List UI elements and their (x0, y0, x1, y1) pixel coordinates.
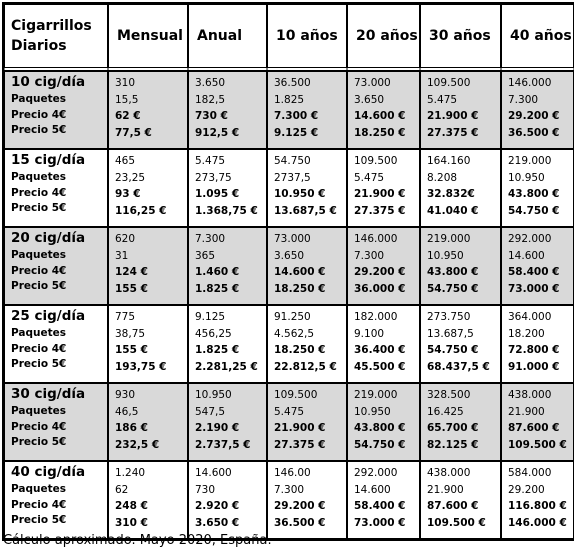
packs-value: 547,5 (195, 405, 226, 418)
column-header-40-anos: 40 años (501, 4, 574, 71)
cigarettes-value: 7.300 (195, 233, 226, 245)
row-sublabel-price5: Precio 5€ (11, 436, 67, 448)
price-5-value: 68.437,5 € (427, 360, 490, 373)
row-sublabel-price5: Precio 5€ (11, 280, 67, 292)
price-5-value: 36.000 € (354, 282, 406, 295)
price-4-value: 72.800 € (508, 344, 560, 356)
table-row (4, 383, 574, 461)
row-sublabel-packs: Paquetes (11, 405, 67, 417)
row-title: 10 cig/día (11, 74, 86, 90)
packs-value: 14.600 (354, 483, 391, 496)
packs-value: 10.950 (354, 405, 391, 418)
data-cell (347, 227, 420, 305)
row-sublabel-price5: Precio 5€ (11, 358, 67, 370)
data-cell (267, 305, 347, 383)
corner-header (4, 4, 108, 71)
price-5-value: 36.500 € (508, 126, 560, 139)
cigarettes-value: 620 (115, 233, 136, 245)
row-title: 20 cig/día (11, 230, 86, 246)
price-5-value: 912,5 € (195, 126, 240, 139)
cigarettes-value: 73.000 (274, 233, 311, 245)
cigarettes-value: 328.500 (427, 389, 471, 401)
data-cell (108, 461, 188, 539)
price-5-value: 82.125 € (427, 438, 479, 451)
data-cell (108, 149, 188, 227)
price-4-value: 124 € (115, 266, 148, 278)
row-header (4, 305, 108, 383)
cigarettes-value: 109.500 (274, 389, 318, 401)
data-cell (267, 227, 347, 305)
price-5-value: 27.375 € (274, 438, 326, 451)
packs-value: 18.200 (508, 327, 545, 340)
column-header-30-anos: 30 años (420, 4, 501, 71)
cigarettes-value: 182.000 (354, 311, 398, 323)
price-5-value: 232,5 € (115, 438, 160, 451)
cigarettes-value: 364.000 (508, 311, 552, 323)
row-title: 40 cig/día (11, 464, 86, 480)
packs-value: 13.687,5 (427, 327, 474, 340)
cigarettes-value: 146.00 (274, 467, 311, 479)
data-cell (347, 383, 420, 461)
price-4-value: 93 € (115, 188, 141, 200)
cigarettes-value: 9.125 (195, 311, 226, 323)
row-header (4, 227, 108, 305)
data-cell (420, 383, 501, 461)
data-cell (188, 383, 267, 461)
price-4-value: 29.200 € (354, 266, 406, 278)
cigarettes-value: 292.000 (354, 467, 398, 479)
price-4-value: 10.950 € (274, 188, 326, 200)
packs-value: 21.900 (508, 405, 545, 418)
price-5-value: 45.500 € (354, 360, 406, 373)
cigarettes-value: 310 (115, 77, 136, 89)
data-cell (347, 149, 420, 227)
cigarettes-value: 219.000 (508, 155, 552, 167)
data-cell (501, 149, 574, 227)
packs-value: 5.475 (274, 405, 305, 418)
price-5-value: 18.250 € (274, 282, 326, 295)
packs-value: 7.300 (508, 93, 539, 106)
row-sublabel-price4: Precio 4€ (11, 108, 67, 121)
table-row (4, 305, 574, 383)
price-4-value: 43.800 € (508, 188, 560, 200)
data-cell (501, 305, 574, 383)
price-5-value: 36.500 € (274, 516, 326, 529)
data-cell (420, 305, 501, 383)
corner-header-line1: Cigarrillos (11, 18, 92, 34)
packs-value: 2737,5 (274, 171, 311, 184)
price-4-value: 248 € (115, 500, 148, 512)
packs-value: 365 (195, 249, 216, 262)
data-cell (420, 71, 501, 149)
packs-value: 8.208 (427, 171, 458, 184)
packs-value: 182,5 (195, 93, 226, 106)
data-cell (501, 71, 574, 149)
price-4-value: 54.750 € (427, 344, 479, 356)
data-cell (267, 461, 347, 539)
price-5-value: 54.750 € (427, 282, 479, 295)
row-header (4, 383, 108, 461)
data-cell (267, 71, 347, 149)
row-header (4, 149, 108, 227)
price-5-value: 155 € (115, 282, 148, 295)
packs-value: 31 (115, 249, 129, 262)
cigarettes-value: 219.000 (354, 389, 398, 401)
packs-value: 29.200 (508, 483, 545, 496)
price-4-value: 87.600 € (427, 500, 479, 512)
cigarettes-value: 3.650 (195, 77, 226, 89)
row-sublabel-packs: Paquetes (11, 483, 67, 495)
cigarettes-value: 438.000 (427, 467, 471, 479)
price-5-value: 22.812,5 € (274, 360, 337, 373)
price-5-value: 116,25 € (115, 204, 167, 217)
row-title: 15 cig/día (11, 152, 86, 168)
price-4-value: 116.800 € (508, 500, 567, 512)
cigarettes-value: 164.160 (427, 155, 471, 167)
price-4-value: 7.300 € (274, 110, 319, 122)
price-5-value: 18.250 € (354, 126, 406, 139)
packs-value: 10.950 (508, 171, 545, 184)
corner-header-line2: Diarios (11, 38, 67, 54)
data-cell (108, 305, 188, 383)
row-sublabel-price5: Precio 5€ (11, 514, 67, 526)
row-sublabel-packs: Paquetes (11, 327, 67, 339)
price-5-value: 2.737,5 € (195, 438, 251, 451)
row-sublabel-price4: Precio 4€ (11, 264, 67, 277)
table-row (4, 461, 574, 539)
packs-value: 3.650 (354, 93, 385, 106)
row-sublabel-packs: Paquetes (11, 93, 67, 105)
price-4-value: 1.825 € (195, 344, 240, 356)
cigarettes-value: 1.240 (115, 467, 146, 479)
cigarettes-value: 465 (115, 155, 136, 167)
cigarette-cost-table (2, 2, 574, 541)
cigarettes-value: 5.475 (195, 155, 226, 167)
cigarettes-value: 14.600 (195, 467, 232, 479)
price-5-value: 109.500 € (508, 438, 567, 451)
header-row (4, 4, 574, 71)
cigarettes-value: 219.000 (427, 233, 471, 245)
data-cell (420, 461, 501, 539)
cigarettes-value: 146.000 (354, 233, 398, 245)
cigarettes-value: 54.750 (274, 155, 311, 167)
cigarettes-value: 930 (115, 389, 136, 401)
price-4-value: 87.600 € (508, 422, 560, 434)
column-header-10-anos: 10 años (267, 4, 347, 71)
column-header-mensual: Mensual (108, 4, 188, 71)
packs-value: 23,25 (115, 171, 146, 184)
data-cell (188, 461, 267, 539)
cigarettes-value: 109.500 (354, 155, 398, 167)
data-cell (420, 227, 501, 305)
price-4-value: 155 € (115, 344, 148, 356)
price-5-value: 73.000 € (508, 282, 560, 295)
table-row (4, 71, 574, 149)
packs-value: 9.100 (354, 327, 385, 340)
column-header-20-anos: 20 años (347, 4, 420, 71)
price-5-value: 146.000 € (508, 516, 567, 529)
table-caption: Cálculo aproximado. Mayo 2020, España. (3, 533, 272, 548)
cigarettes-value: 292.000 (508, 233, 552, 245)
packs-value: 5.475 (354, 171, 385, 184)
row-title: 30 cig/día (11, 386, 86, 402)
row-sublabel-packs: Paquetes (11, 171, 67, 183)
price-4-value: 1.095 € (195, 188, 240, 200)
data-cell (267, 149, 347, 227)
price-4-value: 58.400 € (508, 266, 560, 278)
price-4-value: 2.920 € (195, 500, 240, 512)
cigarettes-value: 775 (115, 311, 136, 323)
data-cell (347, 305, 420, 383)
table-body (4, 71, 574, 539)
packs-value: 46,5 (115, 405, 139, 418)
row-sublabel-price4: Precio 4€ (11, 498, 67, 511)
price-5-value: 41.040 € (427, 204, 479, 217)
price-4-value: 43.800 € (354, 422, 406, 434)
price-4-value: 18.250 € (274, 344, 326, 356)
price-4-value: 2.190 € (195, 422, 240, 434)
data-cell (188, 149, 267, 227)
price-5-value: 2.281,25 € (195, 360, 258, 373)
row-header (4, 461, 108, 539)
price-5-value: 3.650 € (195, 516, 240, 529)
data-cell (501, 383, 574, 461)
price-5-value: 54.750 € (354, 438, 406, 451)
price-5-value: 1.825 € (195, 282, 240, 295)
price-4-value: 21.900 € (427, 110, 479, 122)
price-4-value: 186 € (115, 422, 148, 434)
cigarettes-value: 36.500 (274, 77, 311, 89)
packs-value: 16.425 (427, 405, 464, 418)
price-5-value: 13.687,5 € (274, 204, 337, 217)
packs-value: 730 (195, 483, 216, 496)
packs-value: 10.950 (427, 249, 464, 262)
price-4-value: 21.900 € (274, 422, 326, 434)
data-cell (108, 227, 188, 305)
row-title: 25 cig/día (11, 308, 86, 324)
price-5-value: 27.375 € (427, 126, 479, 139)
price-4-value: 43.800 € (427, 266, 479, 278)
price-4-value: 62 € (115, 110, 141, 122)
row-header (4, 71, 108, 149)
price-4-value: 36.400 € (354, 344, 406, 356)
row-sublabel-packs: Paquetes (11, 249, 67, 261)
column-header-anual: Anual (188, 4, 267, 71)
price-4-value: 32.832€ (427, 188, 475, 200)
price-5-value: 109.500 € (427, 516, 486, 529)
price-5-value: 193,75 € (115, 360, 167, 373)
data-cell (108, 383, 188, 461)
price-4-value: 58.400 € (354, 500, 406, 512)
packs-value: 15,5 (115, 93, 139, 106)
data-cell (267, 383, 347, 461)
packs-value: 4.562,5 (274, 327, 315, 340)
data-cell (501, 227, 574, 305)
packs-value: 3.650 (274, 249, 305, 262)
packs-value: 273,75 (195, 171, 232, 184)
packs-value: 456,25 (195, 327, 232, 340)
price-5-value: 77,5 € (115, 126, 152, 139)
packs-value: 14.600 (508, 249, 545, 262)
cigarettes-value: 73.000 (354, 77, 391, 89)
row-sublabel-price5: Precio 5€ (11, 124, 67, 136)
price-4-value: 730 € (195, 110, 228, 122)
price-4-value: 21.900 € (354, 188, 406, 200)
cigarettes-value: 273.750 (427, 311, 471, 323)
cigarettes-value: 109.500 (427, 77, 471, 89)
price-4-value: 14.600 € (274, 266, 326, 278)
price-4-value: 1.460 € (195, 266, 240, 278)
packs-value: 21.900 (427, 483, 464, 496)
cigarettes-value: 91.250 (274, 311, 311, 323)
row-sublabel-price4: Precio 4€ (11, 186, 67, 199)
packs-value: 38,75 (115, 327, 146, 340)
price-4-value: 29.200 € (508, 110, 560, 122)
data-cell (108, 71, 188, 149)
row-sublabel-price4: Precio 4€ (11, 420, 67, 433)
cigarettes-value: 584.000 (508, 467, 552, 479)
price-5-value: 27.375 € (354, 204, 406, 217)
packs-value: 5.475 (427, 93, 458, 106)
data-cell (188, 71, 267, 149)
row-sublabel-price5: Precio 5€ (11, 202, 67, 214)
cigarettes-value: 10.950 (195, 389, 232, 401)
table-row (4, 149, 574, 227)
price-4-value: 29.200 € (274, 500, 326, 512)
data-cell (347, 461, 420, 539)
packs-value: 7.300 (274, 483, 305, 496)
data-cell (501, 461, 574, 539)
row-sublabel-price4: Precio 4€ (11, 342, 67, 355)
price-5-value: 91.000 € (508, 360, 560, 373)
data-cell (188, 305, 267, 383)
packs-value: 62 (115, 483, 129, 496)
packs-value: 1.825 (274, 93, 305, 106)
data-cell (188, 227, 267, 305)
price-4-value: 65.700 € (427, 422, 479, 434)
price-5-value: 54.750 € (508, 204, 560, 217)
price-5-value: 9.125 € (274, 126, 319, 139)
table-row (4, 227, 574, 305)
cigarettes-value: 438.000 (508, 389, 552, 401)
cigarettes-value: 146.000 (508, 77, 552, 89)
data-cell (347, 71, 420, 149)
price-5-value: 310 € (115, 516, 148, 529)
price-4-value: 14.600 € (354, 110, 406, 122)
price-5-value: 1.368,75 € (195, 204, 258, 217)
packs-value: 7.300 (354, 249, 385, 262)
data-cell (420, 149, 501, 227)
price-5-value: 73.000 € (354, 516, 406, 529)
